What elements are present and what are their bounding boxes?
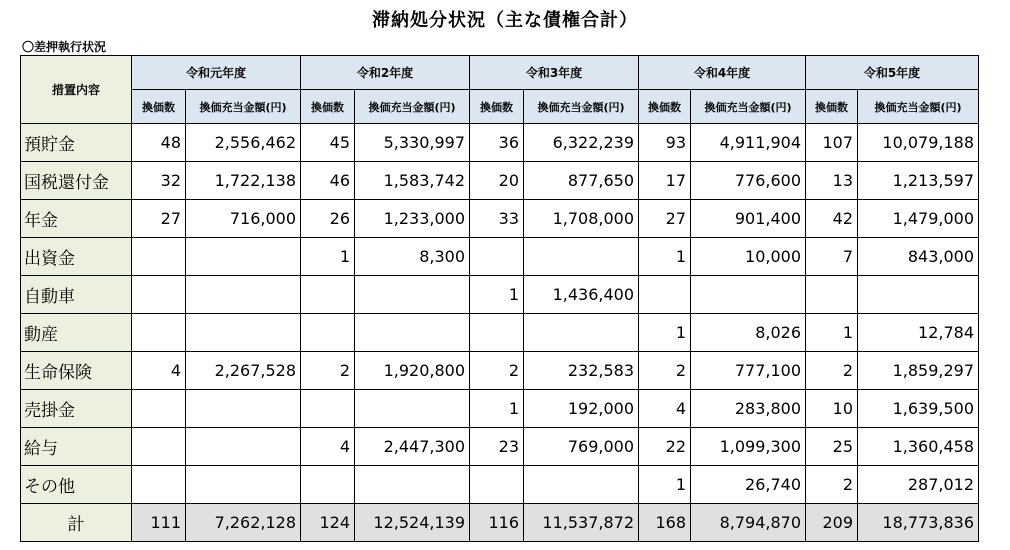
table-row	[21, 390, 979, 428]
amount-cell: 1,436,400	[524, 276, 639, 314]
total-amount-cell: 12,524,139	[355, 504, 470, 542]
count-cell: 4	[132, 352, 186, 390]
header-corner: 措置内容	[21, 56, 132, 124]
row-label: 出資金	[21, 238, 132, 276]
count-cell: 10	[806, 390, 858, 428]
count-cell	[470, 238, 524, 276]
count-cell	[470, 314, 524, 352]
amount-cell	[858, 276, 979, 314]
table-row	[21, 428, 979, 466]
count-cell: 1	[639, 238, 691, 276]
amount-cell	[524, 466, 639, 504]
section-subtitle: 〇差押執行状況	[22, 40, 107, 54]
amount-cell	[524, 314, 639, 352]
amount-cell: 1,859,297	[858, 352, 979, 390]
count-cell: 22	[639, 428, 691, 466]
amount-cell: 1,233,000	[355, 200, 470, 238]
amount-cell: 1,583,742	[355, 162, 470, 200]
header-amount: 換価充当金額(円)	[691, 90, 806, 124]
amount-cell: 26,740	[691, 466, 806, 504]
table-row	[21, 352, 979, 390]
amount-cell: 776,600	[691, 162, 806, 200]
count-cell: 48	[132, 124, 186, 162]
amount-cell: 843,000	[858, 238, 979, 276]
amount-cell: 1,920,800	[355, 352, 470, 390]
amount-cell	[524, 238, 639, 276]
header-amount: 換価充当金額(円)	[524, 90, 639, 124]
amount-cell	[355, 390, 470, 428]
count-cell: 25	[806, 428, 858, 466]
amount-cell: 877,650	[524, 162, 639, 200]
amount-cell	[186, 428, 301, 466]
table-row	[21, 162, 979, 200]
amount-cell: 1,708,000	[524, 200, 639, 238]
row-label: 年金	[21, 200, 132, 238]
total-amount-cell: 18,773,836	[858, 504, 979, 542]
amount-cell: 5,330,997	[355, 124, 470, 162]
amount-cell: 4,911,904	[691, 124, 806, 162]
amount-cell	[186, 238, 301, 276]
table-row	[21, 466, 979, 504]
amount-cell: 1,360,458	[858, 428, 979, 466]
amount-cell	[691, 276, 806, 314]
amount-cell: 8,026	[691, 314, 806, 352]
amount-cell: 716,000	[186, 200, 301, 238]
header-count: 換価数	[301, 90, 355, 124]
row-label: 自動車	[21, 276, 132, 314]
row-label: 給与	[21, 428, 132, 466]
count-cell	[301, 314, 355, 352]
total-count-cell: 116	[470, 504, 524, 542]
count-cell: 2	[301, 352, 355, 390]
total-amount-cell: 8,794,870	[691, 504, 806, 542]
count-cell	[301, 466, 355, 504]
amount-cell: 8,300	[355, 238, 470, 276]
amount-cell: 1,213,597	[858, 162, 979, 200]
count-cell: 32	[132, 162, 186, 200]
count-cell	[132, 428, 186, 466]
header-year: 令和4年度	[639, 56, 806, 90]
amount-cell: 12,784	[858, 314, 979, 352]
count-cell	[132, 390, 186, 428]
amount-cell: 1,479,000	[858, 200, 979, 238]
count-cell: 93	[639, 124, 691, 162]
count-cell: 1	[470, 390, 524, 428]
header-count: 換価数	[132, 90, 186, 124]
count-cell: 1	[806, 314, 858, 352]
amount-cell: 10,000	[691, 238, 806, 276]
amount-cell: 901,400	[691, 200, 806, 238]
header-amount: 換価充当金額(円)	[355, 90, 470, 124]
count-cell: 2	[806, 466, 858, 504]
amount-cell: 1,722,138	[186, 162, 301, 200]
count-cell: 1	[470, 276, 524, 314]
count-cell: 107	[806, 124, 858, 162]
count-cell: 20	[470, 162, 524, 200]
page-title: 滞納処分状況（主な債権合計）	[372, 10, 638, 31]
total-amount-cell: 7,262,128	[186, 504, 301, 542]
count-cell	[301, 276, 355, 314]
header-row-sub	[21, 90, 979, 124]
count-cell	[132, 314, 186, 352]
table-row	[21, 200, 979, 238]
count-cell: 45	[301, 124, 355, 162]
count-cell: 2	[806, 352, 858, 390]
count-cell: 36	[470, 124, 524, 162]
row-label: 国税還付金	[21, 162, 132, 200]
count-cell: 4	[301, 428, 355, 466]
count-cell	[806, 276, 858, 314]
total-count-cell: 111	[132, 504, 186, 542]
count-cell	[132, 466, 186, 504]
total-count-cell: 209	[806, 504, 858, 542]
total-count-cell: 168	[639, 504, 691, 542]
amount-cell: 1,099,300	[691, 428, 806, 466]
count-cell: 46	[301, 162, 355, 200]
total-amount-cell: 11,537,872	[524, 504, 639, 542]
header-amount: 換価充当金額(円)	[186, 90, 301, 124]
count-cell: 1	[639, 466, 691, 504]
amount-cell	[355, 466, 470, 504]
total-count-cell: 124	[301, 504, 355, 542]
amount-cell: 287,012	[858, 466, 979, 504]
amount-cell: 192,000	[524, 390, 639, 428]
amount-cell: 1,639,500	[858, 390, 979, 428]
table-row	[21, 314, 979, 352]
table-row	[21, 276, 979, 314]
amount-cell: 769,000	[524, 428, 639, 466]
count-cell	[470, 466, 524, 504]
header-amount: 換価充当金額(円)	[858, 90, 979, 124]
header-year: 令和3年度	[470, 56, 639, 90]
table-row	[21, 124, 979, 162]
row-label: 動産	[21, 314, 132, 352]
count-cell: 1	[301, 238, 355, 276]
count-cell: 2	[470, 352, 524, 390]
header-year: 令和元年度	[132, 56, 301, 90]
row-label: その他	[21, 466, 132, 504]
amount-cell: 2,556,462	[186, 124, 301, 162]
count-cell	[639, 276, 691, 314]
count-cell: 42	[806, 200, 858, 238]
amount-cell	[186, 276, 301, 314]
row-label: 売掛金	[21, 390, 132, 428]
header-count: 換価数	[470, 90, 524, 124]
amount-cell: 6,322,239	[524, 124, 639, 162]
amount-cell: 232,583	[524, 352, 639, 390]
amount-cell: 777,100	[691, 352, 806, 390]
amount-cell: 283,800	[691, 390, 806, 428]
count-cell: 1	[639, 314, 691, 352]
count-cell	[132, 238, 186, 276]
header-count: 換価数	[806, 90, 858, 124]
header-count: 換価数	[639, 90, 691, 124]
count-cell: 23	[470, 428, 524, 466]
header-row-years	[21, 56, 979, 90]
count-cell: 17	[639, 162, 691, 200]
header-year: 令和5年度	[806, 56, 979, 90]
count-cell	[132, 276, 186, 314]
seizure-status-table	[20, 55, 979, 542]
amount-cell	[355, 276, 470, 314]
header-year: 令和2年度	[301, 56, 470, 90]
count-cell: 7	[806, 238, 858, 276]
total-label: 計	[21, 504, 132, 542]
count-cell: 13	[806, 162, 858, 200]
row-label: 生命保険	[21, 352, 132, 390]
count-cell: 4	[639, 390, 691, 428]
count-cell	[301, 390, 355, 428]
amount-cell	[186, 466, 301, 504]
amount-cell: 2,447,300	[355, 428, 470, 466]
amount-cell: 2,267,528	[186, 352, 301, 390]
count-cell: 33	[470, 200, 524, 238]
count-cell: 26	[301, 200, 355, 238]
count-cell: 27	[639, 200, 691, 238]
amount-cell: 10,079,188	[858, 124, 979, 162]
row-label: 預貯金	[21, 124, 132, 162]
table-row	[21, 238, 979, 276]
count-cell: 2	[639, 352, 691, 390]
amount-cell	[355, 314, 470, 352]
amount-cell	[186, 314, 301, 352]
total-row	[21, 504, 979, 542]
count-cell: 27	[132, 200, 186, 238]
amount-cell	[186, 390, 301, 428]
